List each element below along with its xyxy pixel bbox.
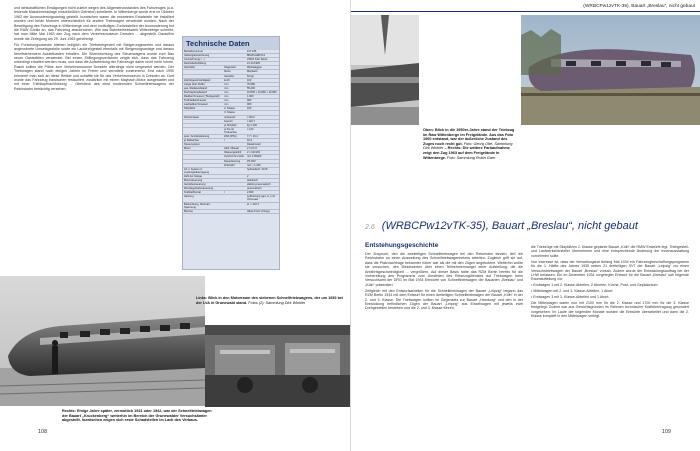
caption-credit: Fotos (2): Sammlung Dirk Winkler [248,300,306,305]
spec-value: 160 [246,78,279,82]
spec-value: t 115,2 [246,115,279,119]
caption-text: Rechts: Einige Jahre später, vermutlich 1941 oder 1942, war der Schnelltriebwagen der Bauart „Kruckenberg“ weiterhin im Bereich der Grunewalder Versuchsämter abgestellt. Inzwischen zeigen sich erste Schadstellen im Lack des Verbaus. [62,409,212,423]
spec-value: PS 600 [246,159,279,163]
spec-value: 137 155 [246,50,279,54]
spec-unit: l [223,191,246,195]
caption-motor-room [196,296,346,305]
spec-value: Hikss-Knorr (Krupp) [246,209,279,213]
right-col-2 [531,245,689,320]
spec-unit: 3. Klasse [223,111,246,115]
spec-unit [223,202,246,209]
list-item: • Endwagen 1 mit 2. Klasse-Abteilen, 2 Aborten, Küche, Post- und Gepäckraum [531,283,658,288]
subheading: Entstehungsgeschichte [365,242,439,249]
spec-value: Luftheizung (gel. m.) mit Öl-Kessel [246,195,279,202]
spec-value: elektrisch [246,179,279,183]
spec-label: Raddurchmesser (Triebgestell) [183,95,223,99]
spec-unit: Zahl / Bauart [223,147,246,151]
header-rule [351,11,700,12]
spec-value: 70.080 [246,82,279,86]
spec-unit: je Sitzplatz [223,123,246,127]
spec-value: Krupp [246,74,279,78]
spec-label: Dienstmasse [183,115,223,119]
spec-label: Länge über Puffer [183,82,223,86]
caption-text: Links: Blick in den Motorraum des siebenen Schnelltriebwagens, der um 1939 bei der LVA in Grunewald stand. [196,296,344,305]
technical-data-row [183,202,279,209]
spec-unit: Wagenteil [223,66,246,70]
technical-data-row [183,209,279,213]
spec-label: Wendegetriebesteuerung [183,187,223,191]
spec-label: Sitzplätze [183,107,223,111]
spec-unit: Dauerleistung [223,159,246,163]
spec-label: Heizung [183,195,223,202]
caption-train-outdoor [62,409,212,423]
left-body-text [14,6,174,93]
technical-data-table [183,50,279,214]
spec-unit: mm [223,90,246,94]
train-photo-outdoor [0,276,205,406]
paragraph: Der Zuspruch, den die zweiteiligen Schnelltriebwagen bei den Reisenden fanden, ließ die Reichsbahn an einen Ausweitung des Schnelltriebwagennetzes arbeiten. Zugleich griff sie auf, dass die Platznachfrage bekannter höher war als die mit den Zügen angebotene. Weiterhin wollte sie versuchen, den Bleichwerten über einen Teilnehmermangel einer Aufstellung, die die Anfahrtsgeschwindigkeit ... vergrößern. Auf dieser Basis hatte das RZM Berlin bereits für die Vorbereitung des Programms zum Umstellen des Reisezugdienstes auf Triebwagen beim Versuchsamt der DRG im Mai 1934 Entwürfe von Schnelltriebwagen der Bauarten „Breslau“ und „Köln“ präsentiert. [365,252,523,287]
right-col-1 [365,252,523,312]
spec-value: 55.400 [246,86,279,90]
spec-unit: 2. Klasse [223,107,246,111]
paragraph: Zeitgleich mit den Entwurfsarbeiten für die Schnelltriebwagen der Bauart „Leipzig“ begann das RZM Berlin 1934 mit dem Entwurf für einen dreiteiligen Schnelltriebwagen der Bauart „Köln“ in der 2. und 3. Klasse. Die Triebwagen sollten im Gegensatz zur Bauart „Hamburg“ und den in der Entwicklung befindlichen Zügen der Bauart „Leipzig“ aus Einzelwagen mit jeweils zwei Drehgestellen bestehen und die 2. und 3. Klasse führen. [365,288,523,311]
spec-value: 900 [246,99,279,103]
spec-value: elektro-pneumatisch [246,183,279,187]
spec-value: 2.000 [246,191,279,195]
spec-label: Bremse [183,209,223,213]
caption-credit-2: Foto: Sammlung Robin Garn [447,155,496,160]
spec-unit [223,195,246,202]
paragraph: die Triebzüge mit Sitzplätzen 2. Klasse geplante Bauart „Köln“ die RMW Entwürfe legt. Triebgestell- und Laufwerkshersteller übernehmen und eine entsprechende Änderung der Innenausstattung vornehmen sollte. [531,245,689,258]
spec-value: 900 [246,103,279,107]
technical-data-row [183,195,279,202]
spec-label: Umzeichnung (...) [183,58,223,62]
spec-value: 23601 Köln Deutz [246,58,279,62]
spec-value: min⁻¹ 1.400 [246,163,279,167]
spec-label: Steuersystem [183,143,223,147]
spec-unit: Getriebe [223,74,246,78]
technical-data-row [183,167,279,174]
spec-unit: km/h [223,78,246,82]
running-head: (WRBCPw12vTK-35), Bauart „Breslau“, nicht gebaut [583,4,695,9]
spec-unit: mm [223,82,246,86]
spec-value: t 122,7 [246,119,279,123]
spec-value: Maybach [246,70,279,74]
paragraph: Für Forschungszwecke blieben lediglich ein Triebdrehgestell mit Steigerungswerten und daraus angeordnete Umsetzgestelle sowie ein Laufdrehgestell ebenfalls mit Steigerungsanlage und daraus bereitstehendem Ausleitkasten erhalten. Die Sitzeinrichtung des Steuerwagens wurde zum Bau neuer Gaststätten verwendet. Bei einem Stilllegungsverfahren zeigte sich, dass das Fahrzeug unbedingt erhalten werden muss, und dass die Aufarbeitung der Fahrzeuge daher nicht mehr lohnte. Rasch sollten die Pläne zum Verkehrsmuseum Dresden allerdings nicht umgesetzt werden. Der Triebwagen stand nach einigen Jahren im Freien und verrottete zunehmend. Erst nach 1990 erinnerte man sich an diese Relikte und schaffte sie für das Verkehrsmuseum in Dresden an. Dort wurde das Fahrzeug inzwischen restauriert, zusätzlich mit einem Maybach-Motor ausgestattet und mit einer Triebkopfnachbildung ... Oberdeck des einst modernsten Schnelltriebwagens der Reichsbahn beträchtig versehen. [14,42,174,91]
spec-unit: unbesetzt [223,115,246,119]
spec-value: Westwaggon [246,66,279,70]
spec-unit: mm [223,99,246,103]
spec-value: mm 170/200 [246,155,279,159]
spec-value: kg 1.192 [246,123,279,127]
paragraph: Von Interesse ist, dass der Verwaltungsrat Anfang Mai 1934 ein Fahrzeugbeschaffungsprogramm für die 1. Hälfte des Jahres 1935 neben 21 dreiteiligen SVT der Bauart „Leipzig“ zur einen Versuchstriebwagen der Bauart „Breslau“ vorsah. Zudem wurde der Entwicklungsauftrag bei der LHW belassen. Ein im Dezember 1934 vorgelegter Entwurf für die Bauart „Breslau“ sah folgende Raumaufteilung vor: [531,259,689,282]
spec-label: Kraftstoffvorrat [183,191,223,195]
spec-unit: Wassergekühlt [223,151,246,155]
spec-label: Beleuchtung, Stromart, Spannung [183,202,223,209]
spec-label: spez. Antriebsleistung [183,134,223,138]
spec-value: 21.10.1935 [246,62,279,66]
section-number: 2.6 [365,224,375,231]
technical-data-box [182,36,280,270]
technical-data-row [183,127,279,134]
spec-label: Art u. System d. Leistungsübertragung [183,167,223,174]
spec-label [183,127,223,134]
spec-value: 7,7 / 10,4 [246,134,279,138]
spec-label: Zahl der Gänge [183,174,223,178]
spec-unit: Motor [223,70,246,74]
list-item: • Endwagen 3 mit 3. Klasse-Abteilen und 1 Abort. [531,295,610,300]
spec-value: 100 [246,107,279,111]
section-title: (WRBCPw12vTK-35), Bauart „Breslau“, nicht gebaut [381,220,638,232]
spec-unit [223,167,246,174]
spec-value: 2 x 410 kW [246,151,279,155]
caption-credit: Foto: Georg Otte, Sammlung Dirk Winkler [423,141,513,151]
spec-unit: t [223,139,246,143]
spec-unit: mm [223,95,246,99]
caption-text: Oben: Blick in die 1950er-Jahre stand der Triebzug im Raw Wittenberge im Freigelände. Aus das Foto 1960 entstand, war der äußerliche Zustand des Zuges noch recht gut. [423,128,515,146]
spec-value: 16.800 + 16.800 + 16.800 [246,90,279,94]
spec-label: Drehzapfenabstand [183,90,223,94]
technical-data-title: Technische Daten [183,37,279,50]
spec-value: t 1,64 [246,127,279,134]
spec-label: Betriebsnummer [183,50,223,54]
spec-unit [223,209,246,213]
spec-label: Motor [183,147,223,151]
spec-label: Laufraddurchmesser [183,103,223,107]
spec-unit: besetzt [223,119,246,123]
train-photo-1963-color [521,15,700,125]
section-heading [365,220,638,232]
spec-label: Hersteller [183,66,223,70]
page-number-right: 109 [661,429,671,435]
spec-value: 16,3 [246,139,279,143]
spec-value: BPwPostiBr714 [246,54,279,58]
spec-value: 2 / GO 6 [246,147,279,151]
spec-value: hydraulisch / NVK [246,167,279,174]
spec-value: 1.000 [246,95,279,99]
photo-caption-right [423,128,519,160]
spec-value: Dieselmotor [246,143,279,147]
paragraph: Die Mittelwagen waren nun mit 2100 mm für die 2. Klasse und 1700 mm für die 3. Klasse festgelegt. Zudem war aus Gewichtsgründen im Rahmen technischer Kraftübertragung gesondert vorgesehen. Im Laufe der folgenden Monate wurden die Entwürfe überarbeitet und dann die 2. Klasse komplett in den Mittelwagen verlegt. [531,300,689,319]
list-item: • Mittelwagen mit 2. und 3. Klasse-Abteilen, 1 Abort [531,289,613,294]
paragraph: und wirtschaftlichen Erwägungen nicht zuletzt wegen des Allgemeinzustandes des Fahrzeuges (u.a. fehlende Maschinenanlage einschließlich Getriebe) scheiterte. In Wittenberge wurde erst im Oktober 1962 der Ausmusterungsantrag gestellt. Inzwischen waren die erwarteten Ersatzteile nie installiert worden und beide Motoren unterschiedlich für andere Triebwagen verwendet worden. Nach der Beseitigung des Fahrzeugs in Wittenberge und dem vorläufigen Zurückstellen der Ausmusterung bot die RAW Görlitz an, das Fahrzeug abzubrechen. Wie das Bahnbetriebswerk Wittenberge schreibt, hat man Mitte Mai 1963 den Zug nach dem Verkehrsmuseum Dresden ... abgestellt. Daraufhin wurde die Zerlegung am 29. Juni 1963 genehmigt. [14,6,174,41]
spec-label: Gattungsbezeichnung [183,54,223,58]
spec-value: 2 [246,174,279,178]
spec-unit: mm [223,103,246,107]
spec-unit: mm [223,86,246,90]
spec-unit: kW/t (PS/t) [223,134,246,138]
spec-value: pneumatisch [246,187,279,191]
train-photo-1950s [351,15,419,125]
spec-label: Treibradlaufmesser [183,99,223,103]
spec-unit: Zyl-Durchm./Hub [223,155,246,159]
spec-label: Höchstgeschwindigkeit [183,78,223,82]
motor-room-photo [205,325,350,407]
spec-label: Getriebesteuerung [183,183,223,187]
spec-unit: je Kw an Triebachse [223,127,246,134]
page-number-left: 108 [38,429,48,435]
spec-label: ges. Radstandstand [183,86,223,90]
spec-label: je Reibachse [183,139,223,143]
spec-label: Motorsteuerung [183,179,223,183]
caption-text-2: – Rechts: Die weitere Farbaufnahme zeigt den Zug 1963 auf dem Freigelände in Wittenberge. [423,146,510,160]
spec-unit: Drehzahl [223,163,246,167]
spec-value: el. = 110 V [246,202,279,209]
spec-label: Reichsbahnbildung [183,62,223,66]
right-page [350,0,700,451]
